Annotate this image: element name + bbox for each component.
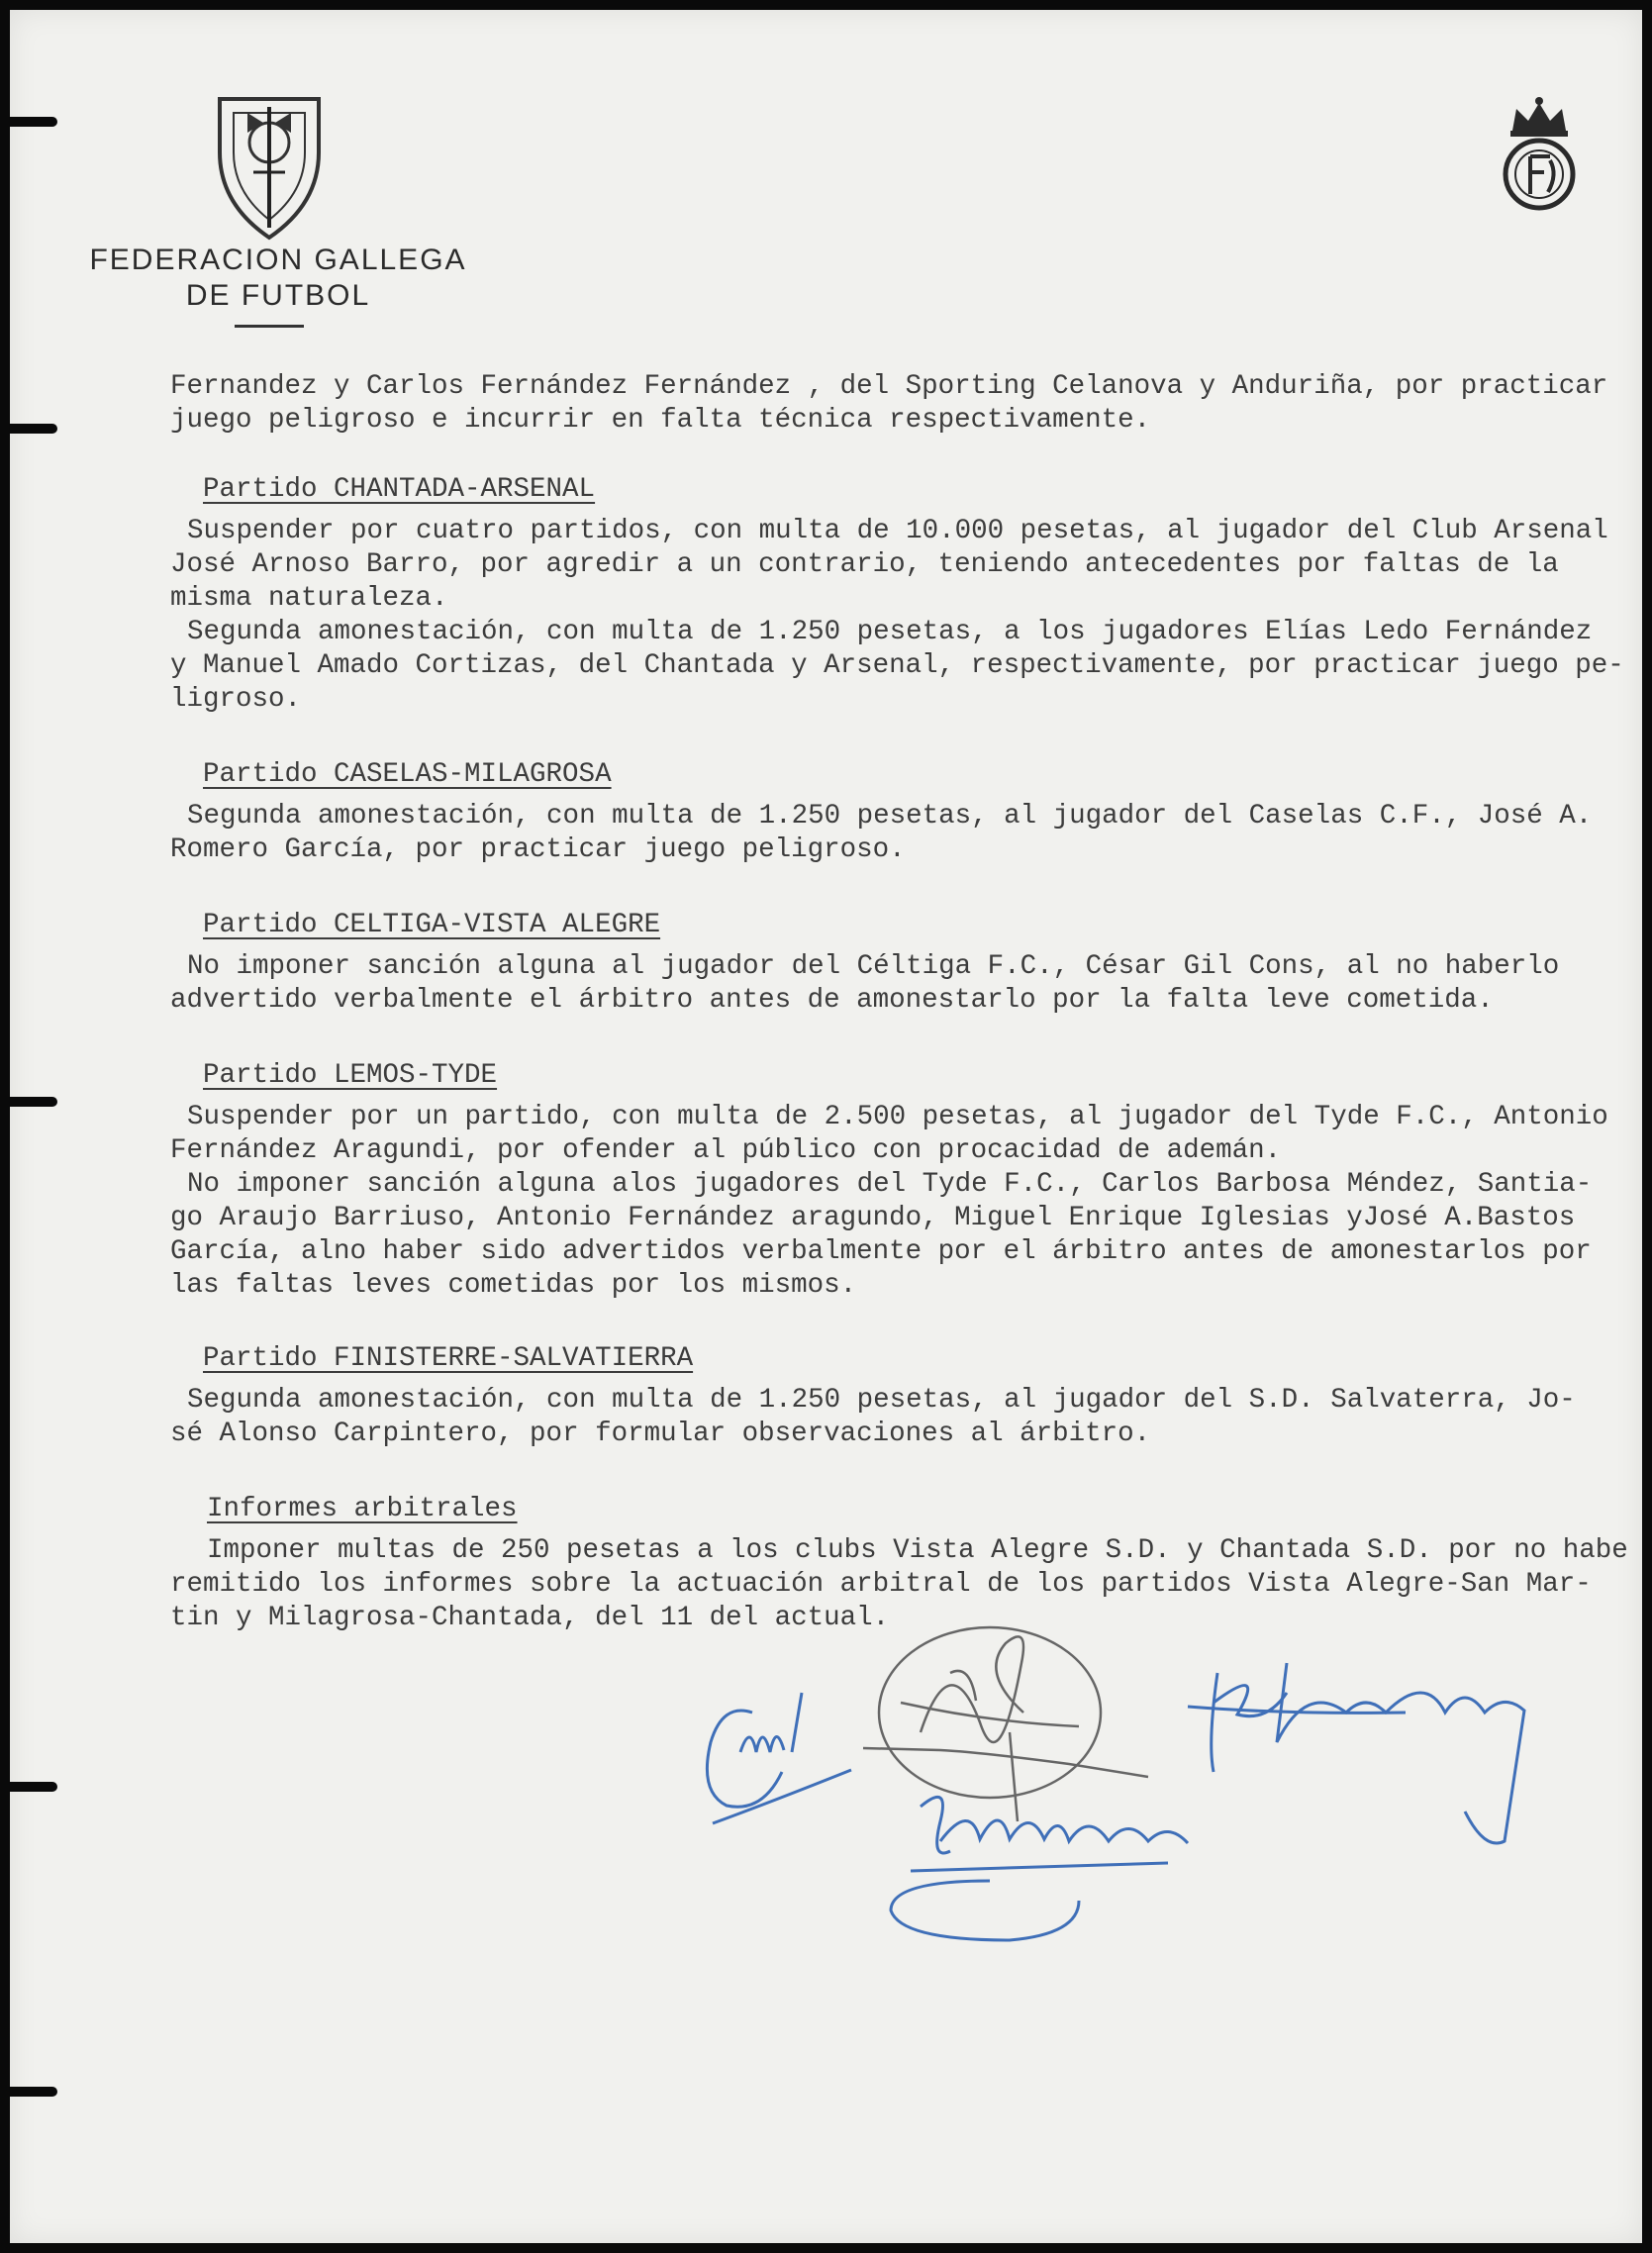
- organization-name-line1: FEDERACION GALLEGA: [89, 244, 467, 276]
- signatures: [653, 1604, 1594, 1960]
- signature-bottom: [891, 1797, 1188, 1940]
- section-heading: Partido CASELAS-MILAGROSA: [203, 759, 612, 790]
- section-heading: Partido CELTIGA-VISTA ALEGRE: [203, 910, 661, 940]
- text-line: Suspender por cuatro partidos, con multa de 10.000 pesetas, al jugador del Club Arsenal: [187, 516, 1608, 546]
- organization-divider: [235, 325, 304, 328]
- binder-hole: [10, 424, 57, 434]
- section-heading: Partido CHANTADA-ARSENAL: [203, 474, 596, 505]
- text-line: Fernandez y Carlos Fernández Fernández , del Sporting Celanova y Anduriña, por practicar: [170, 371, 1608, 402]
- section-finisterre-salvatierra: [170, 1342, 1635, 1451]
- text-line: las faltas leves cometidas por los mismos.: [170, 1270, 857, 1301]
- text-line: Segunda amonestación, con multa de 1.250 pesetas, a los jugadores Elías Ledo Fernández: [187, 617, 1593, 647]
- section-heading: Partido LEMOS-TYDE: [203, 1060, 498, 1091]
- section-heading: Partido FINISTERRE-SALVATIERRA: [203, 1343, 694, 1374]
- text-line: Romero García, por practicar juego peligroso.: [170, 834, 906, 865]
- text-line: Suspender por un partido, con multa de 2.500 pesetas, al jugador del Tyde F.C., Antonio: [187, 1102, 1608, 1132]
- text-line: Segunda amonestación, con multa de 1.250 pesetas, al jugador del Caselas C.F., José A.: [187, 801, 1593, 832]
- text-line: Fernández Aragundi, por ofender al público con procacidad de ademán.: [170, 1135, 1282, 1166]
- section-celtiga-vista-alegre: [170, 909, 1635, 1018]
- text-line: Imponer multas de 250 pesetas a los clubs Vista Alegre S.D. y Chantada S.D. por no habe: [207, 1535, 1628, 1566]
- text-line: Segunda amonestación, con multa de 1.250 pesetas, al jugador del S.D. Salvaterra, Jo-: [187, 1385, 1576, 1416]
- text-line: tin y Milagrosa-Chantada, del 11 del actual.: [170, 1603, 890, 1633]
- crowned-emblem-icon: [1495, 95, 1584, 212]
- binder-hole: [10, 117, 57, 127]
- text-line: ligroso.: [170, 684, 302, 715]
- text-line: sé Alonso Carpintero, por formular observaciones al árbitro.: [170, 1419, 1151, 1449]
- text-line: remitido los informes sobre la actuación arbitral de los partidos Vista Alegre-San Mar-: [170, 1569, 1592, 1600]
- section-chantada-arsenal: [170, 473, 1635, 717]
- text-line: misma naturaleza.: [170, 583, 448, 614]
- binder-hole: [10, 1782, 57, 1792]
- text-line: No imponer sanción alguna al jugador del Céltiga F.C., César Gil Cons, al no haberlo: [187, 951, 1560, 982]
- intro-paragraph: [170, 370, 1635, 438]
- text-line: José Arnoso Barro, por agredir a un contrario, teniendo antecedentes por faltas de la: [170, 549, 1559, 580]
- binder-hole: [10, 1097, 57, 1107]
- section-caselas-milagrosa: [170, 758, 1635, 867]
- text-line: García, alno haber sido advertidos verbalmente por el árbitro antes de amonestarlos por: [170, 1236, 1592, 1267]
- federation-shield-icon: [214, 93, 325, 242]
- organization-name-line2: DE FUTBOL: [185, 279, 371, 312]
- signature-right: [1188, 1663, 1524, 1843]
- text-line: advertido verbalmente el árbitro antes de amonestarlo por la falta leve cometida.: [170, 985, 1494, 1016]
- official-stamp: [863, 1627, 1148, 1821]
- signature-left: [707, 1693, 851, 1823]
- text-line: juego peligroso e incurrir en falta técnica respectivamente.: [170, 405, 1151, 436]
- text-line: No imponer sanción alguna alos jugadores del Tyde F.C., Carlos Barbosa Méndez, Santia-: [187, 1169, 1593, 1200]
- binder-hole: [10, 2087, 57, 2097]
- text-line: y Manuel Amado Cortizas, del Chantada y Arsenal, respectivamente, por practicar juego pe-: [170, 650, 1624, 681]
- section-heading: Informes arbitrales: [207, 1494, 518, 1524]
- text-line: go Araujo Barriuso, Antonio Fernández aragundo, Miguel Enrique Iglesias yJosé A.Bastos: [170, 1203, 1576, 1233]
- section-lemos-tyde: [170, 1059, 1635, 1303]
